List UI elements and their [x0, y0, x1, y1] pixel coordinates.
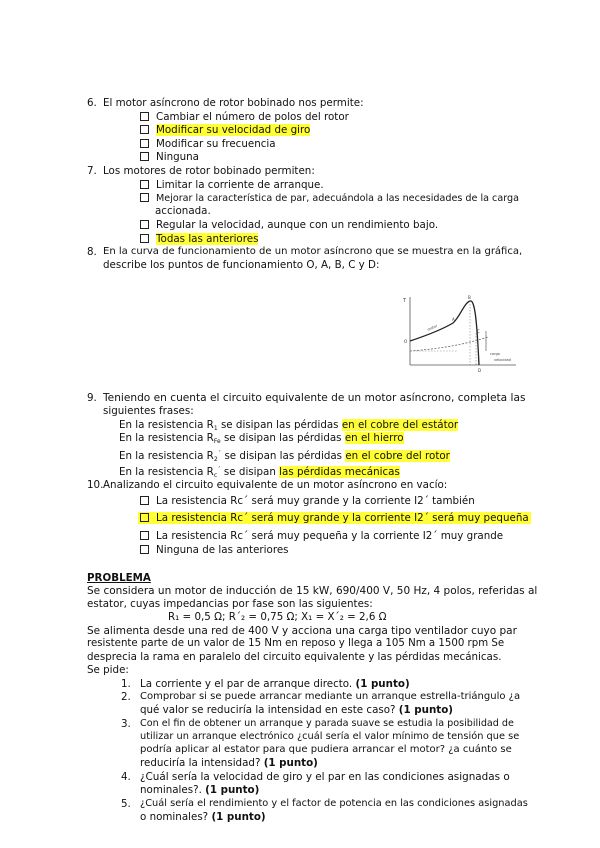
- sentence-middle: se disipan las pérdidas: [221, 450, 346, 462]
- checkbox[interactable]: [140, 152, 149, 161]
- problem-para-1: Se alimenta desde una red de 400 V y acciona una carga tipo ventilador cuyo par: [87, 625, 517, 637]
- item-5-line1: ¿Cuál sería el rendimiento y el factor de potencia en las condiciones asignadas: [140, 798, 528, 809]
- y-axis-label: T: [403, 298, 407, 304]
- item-points: (1 punto): [263, 757, 318, 769]
- sentence-answer: las pérdidas mecánicas: [279, 466, 400, 478]
- torque-speed-figure: [398, 293, 520, 373]
- checkbox[interactable]: [140, 545, 149, 554]
- item-line: o nominales?: [140, 811, 209, 823]
- item-3-number: 3.: [121, 718, 131, 730]
- sentence-prefix: En la resistencia R: [119, 432, 214, 444]
- item-3-line2: utilizar un arranque electrónico ¿cuál sería el valor mínimo de tensión que se: [140, 731, 520, 742]
- checkbox[interactable]: [140, 193, 149, 202]
- curve-label-motor: motor: [426, 323, 438, 332]
- q6-option-3[interactable]: [140, 138, 276, 150]
- item-line: nominales?.: [140, 784, 202, 796]
- q8-number: 8.: [87, 246, 97, 258]
- q9-sentence-2: [119, 432, 404, 448]
- item-5-number: 5.: [121, 798, 131, 810]
- q6-option-1[interactable]: [140, 111, 349, 123]
- checkbox[interactable]: [140, 220, 149, 229]
- q7-option-3[interactable]: [140, 219, 438, 231]
- item-4-line1: ¿Cuál sería la velocidad de giro y el par en las condiciones asignadas o: [140, 771, 510, 783]
- q9-line1: Teniendo en cuenta el circuito equivalente de un motor asíncrono, completa las: [103, 392, 526, 404]
- checkbox[interactable]: [140, 180, 149, 189]
- checkbox[interactable]: [140, 234, 149, 243]
- item-5-line2: [140, 811, 266, 823]
- checkbox[interactable]: [140, 513, 149, 522]
- option-label: Modificar su frecuencia: [156, 138, 276, 150]
- point-label-b: B: [468, 295, 471, 300]
- prime-mark: ´: [217, 466, 221, 474]
- q7-option-2[interactable]: [140, 192, 519, 205]
- q7-number: 7.: [87, 165, 97, 177]
- point-label-d: D: [478, 368, 482, 373]
- option-label: Cambiar el número de polos del rotor: [156, 111, 349, 123]
- option-label-highlighted: Todas las anteriores: [156, 233, 259, 245]
- item-4-line2: [140, 784, 259, 796]
- q7-option-1[interactable]: [140, 179, 324, 191]
- subscript: c: [213, 472, 218, 479]
- item-2-number: 2.: [121, 691, 131, 703]
- option-label: Limitar la corriente de arranque.: [156, 179, 324, 191]
- checkbox[interactable]: [140, 139, 149, 148]
- q6-option-2[interactable]: [140, 124, 310, 136]
- checkbox[interactable]: [140, 496, 149, 505]
- option-label-highlighted: Modificar su velocidad de giro: [156, 124, 311, 136]
- q10-option-1[interactable]: [140, 495, 475, 507]
- checkbox[interactable]: [140, 125, 149, 134]
- subscript: 2: [213, 456, 218, 463]
- subscript: 1: [213, 425, 218, 432]
- q8-line1: En la curva de funcionamiento de un motor asíncrono que se muestra en la gráfica,: [103, 246, 523, 257]
- item-line: reduciría la intensidad?: [140, 757, 261, 769]
- x-axis-label: velocidad: [494, 358, 511, 362]
- q10-option-3[interactable]: [140, 530, 503, 542]
- problem-intro-1: Se considera un motor de inducción de 15 kW, 690/400 V, 50 Hz, 4 polos, referidas al: [87, 585, 538, 597]
- q6-number: 6.: [87, 97, 97, 109]
- option-highlight: [138, 512, 531, 524]
- option-label: La resistencia Rc´ será muy grande y la corriente I2´ también: [156, 495, 475, 507]
- option-label: Ninguna: [156, 151, 199, 163]
- option-label: Ninguna de las anteriores: [156, 544, 289, 556]
- item-points: (1 punto): [205, 784, 260, 796]
- q10-number: 10.: [87, 479, 104, 491]
- item-points: (1 punto): [355, 678, 410, 690]
- point-label-a: A: [452, 317, 455, 322]
- item-1-text: [140, 678, 410, 690]
- item-points: (1 punto): [398, 704, 453, 716]
- option-label-highlighted: La resistencia Rc´ será muy grande y la corriente I2´ será muy pequeña: [156, 512, 529, 524]
- problem-intro-2: estator, cuyas impedancias por fase son las siguientes:: [87, 598, 373, 610]
- prime-mark: ´: [217, 450, 222, 458]
- checkbox[interactable]: [140, 112, 149, 121]
- item-3-line1: Con el fin de obtener un arranque y parada suave se estudia la posibilidad de: [140, 718, 514, 729]
- q10-option-2[interactable]: [138, 512, 531, 524]
- q8-line2: describe los puntos de funcionamiento O, A, B, C y D:: [103, 259, 380, 271]
- q7-text: Los motores de rotor bobinado permiten:: [103, 165, 315, 177]
- sentence-prefix: En la resistencia R: [119, 450, 214, 462]
- q6-option-4[interactable]: [140, 151, 199, 163]
- problem-para-2: resistente parte de un valor de 15 Nm en reposo y llega a 105 Nm a 1500 rpm Se: [87, 638, 505, 649]
- item-1-number: 1.: [121, 678, 131, 690]
- sentence-answer: en el cobre del rotor: [345, 450, 450, 462]
- item-2-line1: Comprobar si se puede arrancar mediante un arranque estrella-triángulo ¿a: [140, 691, 521, 702]
- sentence-prefix: En la resistencia R: [119, 466, 214, 478]
- point-label-c: C: [477, 329, 480, 334]
- motor-torque-curve: [410, 301, 479, 365]
- problem-title: PROBLEMA: [87, 572, 151, 584]
- item-2-line2: [140, 704, 453, 716]
- item-line: La corriente y el par de arranque directo.: [140, 678, 353, 690]
- q7-option-4[interactable]: [140, 233, 258, 245]
- option-label: La resistencia Rc´ será muy pequeña y la corriente I2´ muy grande: [156, 530, 504, 542]
- sentence-answer: en el hierro: [344, 432, 404, 444]
- q10-option-4[interactable]: [140, 544, 289, 556]
- item-line: qué valor se reduciría la intensidad en este caso?: [140, 704, 396, 716]
- q6-text: El motor asíncrono de rotor bobinado nos permite:: [103, 97, 364, 109]
- sentence-middle: se disipan las pérdidas: [217, 419, 342, 431]
- item-4-number: 4.: [121, 771, 131, 783]
- sentence-middle: se disipan: [220, 466, 280, 478]
- q9-line2: siguientes frases:: [103, 405, 194, 417]
- curve-label-load: carga: [490, 352, 500, 356]
- option-label: Mejorar la característica de par, adecuándola a las necesidades de la carga: [156, 193, 519, 204]
- item-points: (1 punto): [211, 811, 266, 823]
- point-label-o: O: [404, 339, 408, 344]
- sentence-answer: en el cobre del estátor: [341, 419, 459, 431]
- q9-number: 9.: [87, 392, 97, 404]
- sentence-middle: se disipan las pérdidas: [220, 432, 345, 444]
- option-label: Regular la velocidad, aunque con un rendimiento bajo.: [156, 219, 439, 231]
- q10-text: Analizando el circuito equivalente de un motor asíncrono en vacío:: [103, 479, 448, 491]
- q7-option-2-cont: accionada.: [155, 205, 211, 217]
- subscript: Fe: [213, 438, 221, 445]
- item-3-line4: [140, 757, 318, 769]
- problem-se-pide: Se pide:: [87, 664, 129, 676]
- item-3-line3: podría aplicar al estator para que pudiera arrancar el motor? ¿a cuánto se: [140, 744, 512, 755]
- problem-impedances: R₁ = 0,5 Ω; R´₂ = 0,75 Ω; X₁ = X´₂ = 2,6 Ω: [168, 611, 387, 623]
- sentence-prefix: En la resistencia R: [119, 419, 214, 431]
- problem-para-3: desprecia la rama en paralelo del circuito equivalente y las pérdidas mecánicas.: [87, 651, 502, 663]
- checkbox[interactable]: [140, 531, 149, 540]
